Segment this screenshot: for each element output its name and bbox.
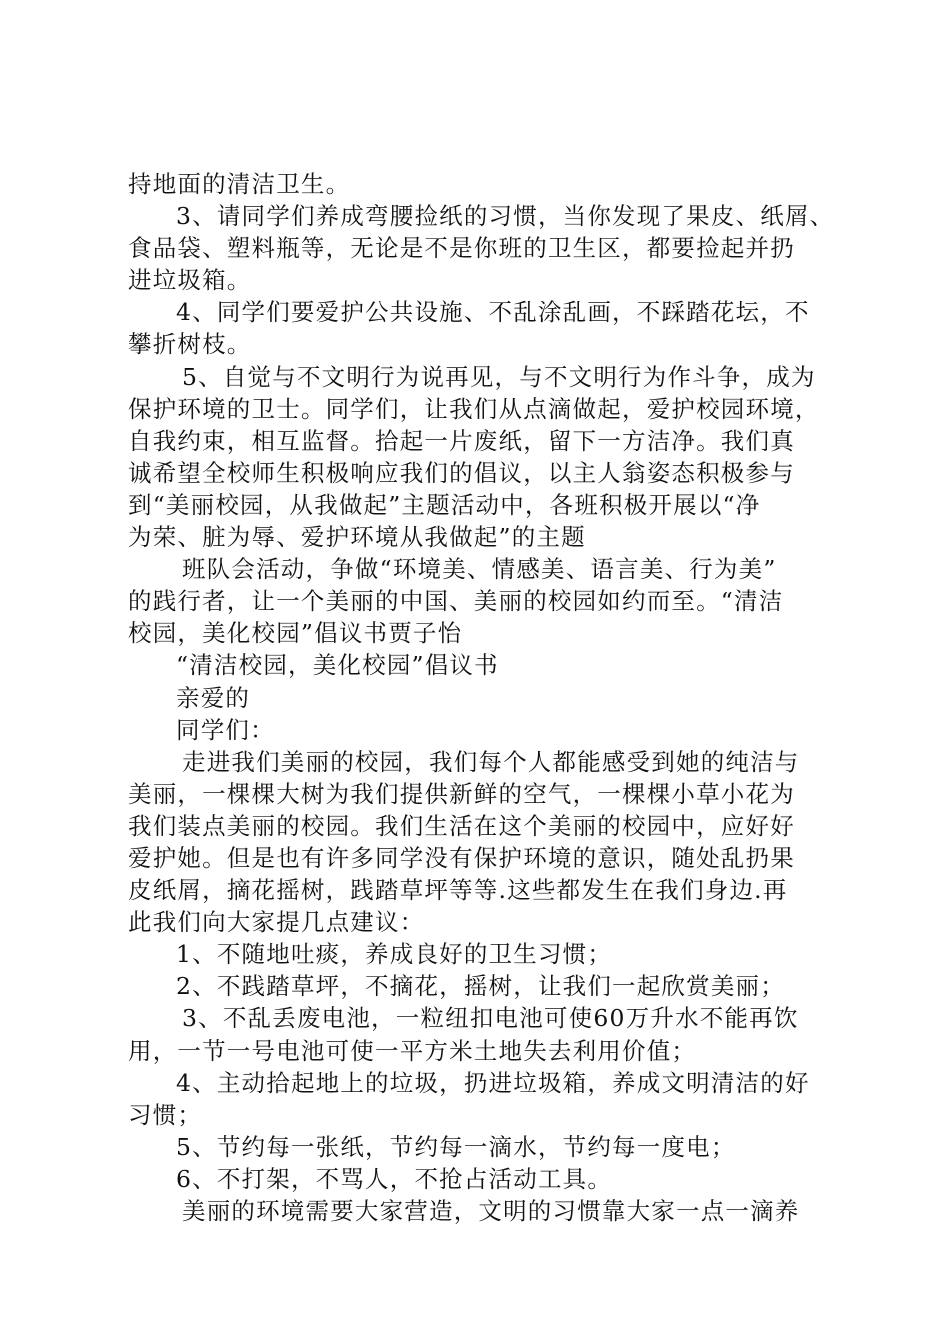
text-line: 4、同学们要爱护公共设施、不乱涂乱画，不踩踏花坛，不 (176, 298, 810, 327)
text-line: 为荣、脏为辱、爱护环境从我做起”的主题 (128, 523, 586, 552)
text-line: 保护环境的卫士。同学们，让我们从点滴做起，爱护校园环境， (128, 394, 820, 423)
text-line: 美丽，一棵棵大树为我们提供新鲜的空气，一棵棵小草小花为 (128, 779, 795, 808)
text-line: 同学们： (176, 715, 275, 744)
text-line: 走进我们美丽的校园，我们每个人都能感受到她的纯洁与 (182, 747, 800, 776)
text-line: 诚希望全校师生积极响应我们的倡议，以主人翁姿态积极参与 (128, 458, 795, 487)
text-line: 自我约束，相互监督。拾起一片废纸，留下一方洁净。我们真 (128, 426, 795, 455)
text-line: 此我们向大家提几点建议： (128, 908, 425, 937)
text-line: 美丽的环境需要大家营造，文明的习惯靠大家一点一滴养 (182, 1197, 800, 1225)
text-line: 2、不践踏草坪，不摘花，摇树，让我们一起欣赏美丽； (176, 972, 785, 1001)
text-line: 食品袋、塑料瓶等，无论是不是你班的卫生区，都要捡起并扔 (128, 234, 795, 263)
text-line: 攀折树枝。 (128, 330, 252, 359)
text-line: 的践行者，让一个美丽的中国、美丽的校园如约而至。“清洁 (128, 587, 784, 616)
text-line: 皮纸屑，摘花摇树，践踏草坪等等.这些都发生在我们身边.再 (128, 876, 788, 905)
text-line: 5、节约每一张纸，节约每一滴水，节约每一度电； (176, 1132, 736, 1161)
text-line: 4、主动拾起地上的垃圾，扔进垃圾箱，养成文明清洁的好 (176, 1068, 810, 1097)
text-line: 我们装点美丽的校园。我们生活在这个美丽的校园中，应好好 (128, 811, 795, 840)
text-line: 爱护她。但是也有许多同学没有保护环境的意识，随处乱扔果 (128, 843, 795, 872)
text-line: 到“美丽校园，从我做起”主题活动中，各班积极开展以“净 (128, 490, 761, 519)
text-line: 3、不乱丢废电池，一粒纽扣电池可使60万升水不能再饮 (182, 1004, 799, 1033)
text-line: 校园，美化校园”倡议书贾子怡 (128, 619, 463, 648)
text-line: 5、自觉与不文明行为说再见，与不文明行为作斗争，成为 (182, 362, 816, 391)
text-line: 1、不随地吐痰，养成良好的卫生习惯； (176, 940, 613, 969)
text-line: “清洁校园，美化校园”倡议书 (176, 651, 499, 680)
text-line: 3、请同学们养成弯腰捡纸的习惯，当你发现了果皮、纸屑、 (176, 202, 835, 231)
document-body (128, 168, 838, 1227)
text-line: 持地面的清洁卫生。 (128, 170, 351, 198)
text-line: 6、不打架，不骂人，不抢占活动工具。 (176, 1164, 613, 1193)
text-line: 班队会活动，争做“环境美、情感美、语言美、行为美” (182, 555, 777, 584)
text-line: 用，一节一号电池可使一平方米土地失去利用价值； (128, 1036, 697, 1065)
text-line: 亲爱的 (176, 683, 251, 712)
text-line: 进垃圾箱。 (128, 266, 252, 295)
text-line: 习惯； (128, 1100, 203, 1129)
